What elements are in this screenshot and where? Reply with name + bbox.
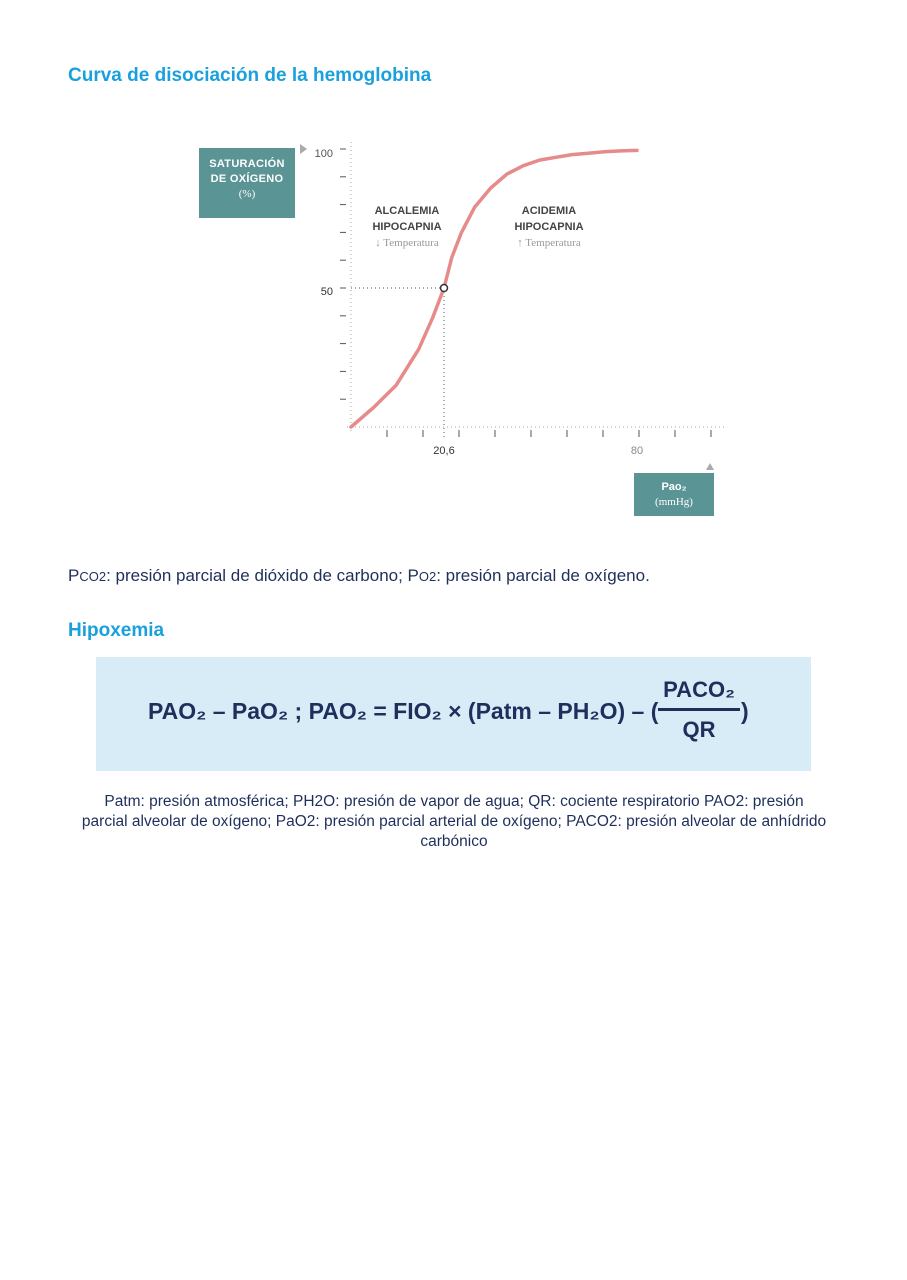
annotation-line2: HIPOCAPNIA xyxy=(372,221,442,233)
x-axis-arrow-icon xyxy=(706,463,714,470)
p50-marker xyxy=(441,285,448,292)
fraction-bar xyxy=(658,708,740,711)
x-tick-label-20-6: 20,6 xyxy=(433,445,455,457)
annotation-line2: HIPOCAPNIA xyxy=(514,221,584,233)
x-axis-label-box xyxy=(634,473,714,516)
note-s2: O2 xyxy=(418,569,437,584)
annotation-line1: ACIDEMIA xyxy=(521,205,577,217)
dissociation-chart xyxy=(190,130,730,530)
y-axis-arrow-icon xyxy=(300,144,307,154)
y-axis-label-box xyxy=(199,148,295,218)
y-axis-unit: (%) xyxy=(238,188,256,200)
y-tick-label-100: 100 xyxy=(314,148,333,160)
abbreviation-note xyxy=(68,566,650,586)
note-p1: P xyxy=(68,566,80,585)
dissociation-curve xyxy=(351,150,637,427)
y-axis-label-line1: SATURACIÓN xyxy=(209,158,285,170)
formula-close-paren: ) xyxy=(741,698,749,724)
note-t1: : presión parcial de dióxido de carbono; P xyxy=(106,566,419,585)
formula-box xyxy=(96,657,811,771)
annotation-line1: ALCALEMIA xyxy=(374,205,440,217)
annotation-line3: ↓ Temperatura xyxy=(375,237,439,249)
x-tick-label-80: 80 xyxy=(630,445,644,457)
y-axis-label-line2: DE OXÍGENO xyxy=(210,173,284,185)
fraction-denominator: QR xyxy=(682,717,716,742)
fraction-numerator: PACO₂ xyxy=(663,677,735,702)
annotation-line3: ↑ Temperatura xyxy=(517,237,581,249)
section-title-hipoxemia: Hipoxemia xyxy=(68,620,165,641)
note-t2: : presión parcial de oxígeno. xyxy=(436,566,650,585)
x-axis-label: Pao₂ xyxy=(661,481,687,493)
note-s1: CO2 xyxy=(79,569,107,584)
formula-fraction xyxy=(658,677,740,743)
x-axis-unit: (mmHg) xyxy=(655,496,693,508)
formula-caption: Patm: presión atmosférica; PH2O: presión de vapor de agua; QR: cociente respiratorio PAO2: presión parcial alveolar de oxígeno; PaO2: presión parcial arterial de oxígeno; PACO2: presión alveolar de anhídrido carbónico xyxy=(81,793,827,850)
y-tick-label-50: 50 xyxy=(320,286,333,298)
section-title-curva: Curva de disociación de la hemoglobina xyxy=(68,65,432,86)
formula-main: PAO₂ – PaO₂ ; PAO₂ = FIO₂ × (Patm – PH₂O) – ( xyxy=(148,698,659,724)
